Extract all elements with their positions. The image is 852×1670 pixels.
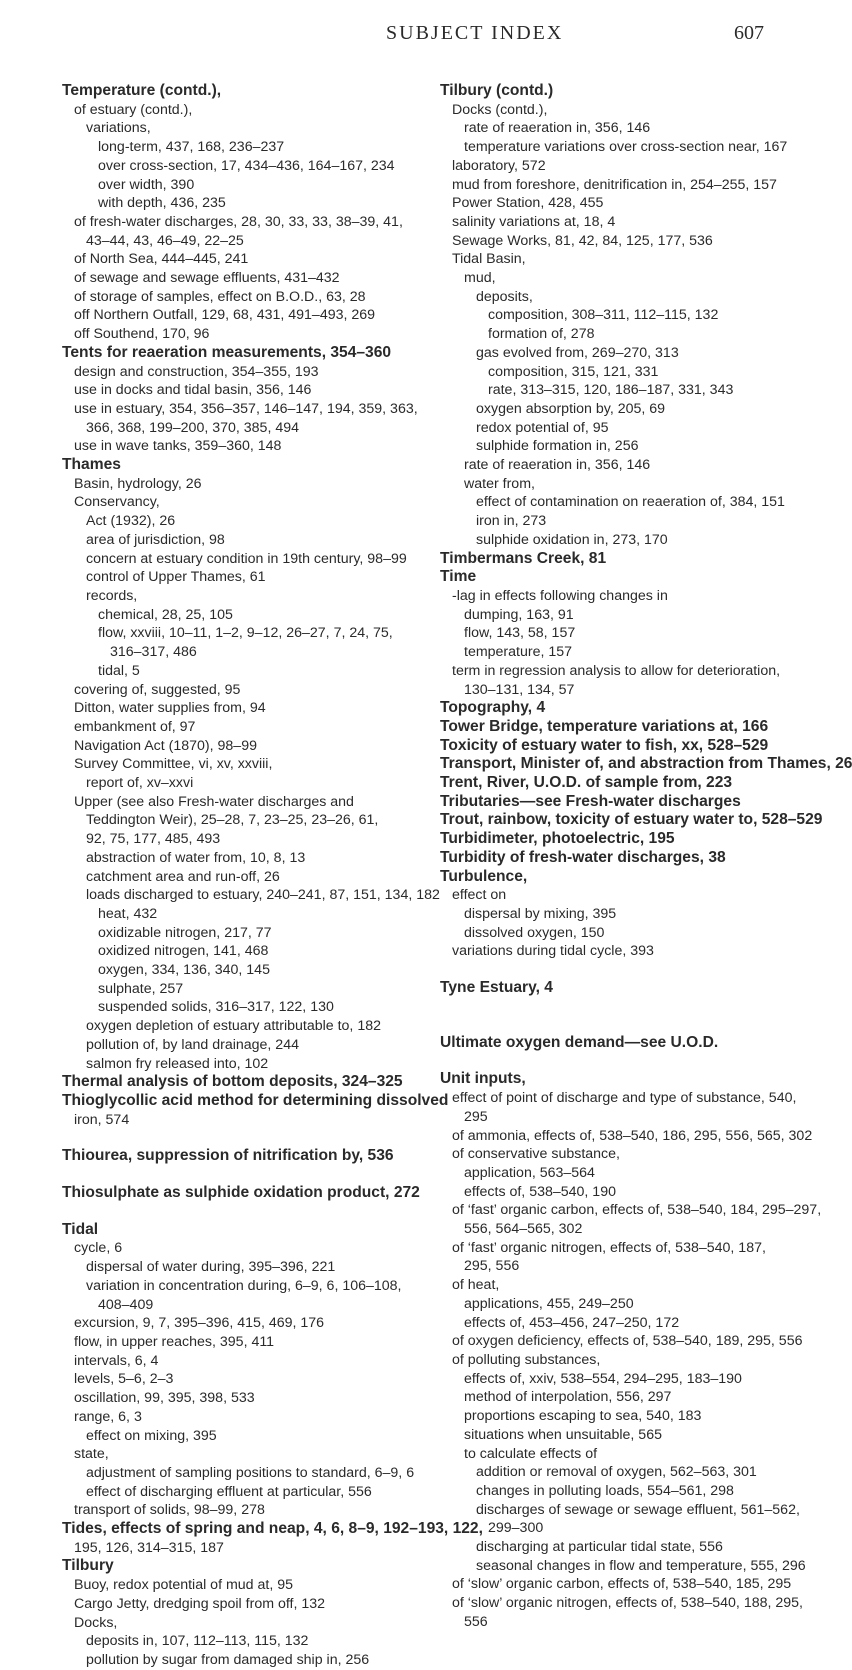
index-entry: seasonal changes in flow and temperature, 555, 296 bbox=[476, 1557, 806, 1574]
index-entry: water from, bbox=[464, 475, 535, 492]
index-entry: 130–131, 134, 57 bbox=[464, 681, 575, 698]
index-entry: 295 bbox=[464, 1108, 488, 1125]
index-entry: of oxygen deficiency, effects of, 538–540, 189, 295, 556 bbox=[452, 1333, 803, 1350]
index-entry: iron, 574 bbox=[74, 1111, 130, 1128]
index-entry: concern at estuary condition in 19th century, 98–99 bbox=[86, 550, 407, 567]
index-entry: Cargo Jetty, dredging spoil from off, 132 bbox=[74, 1595, 326, 1612]
index-entry: excursion, 9, 7, 395–396, 415, 469, 176 bbox=[74, 1315, 325, 1332]
index-entry: effect on mixing, 395 bbox=[86, 1427, 217, 1444]
index-entry: effect of contamination on reaeration of, 384, 151 bbox=[476, 494, 785, 511]
index-entry: 195, 126, 314–315, 187 bbox=[74, 1539, 224, 1556]
index-entry: design and construction, 354–355, 193 bbox=[74, 363, 319, 380]
index-heading: Turbidity of fresh-water discharges, 38 bbox=[440, 848, 726, 866]
index-entry: use in docks and tidal basin, 356, 146 bbox=[74, 382, 312, 399]
index-entry: gas evolved from, 269–270, 313 bbox=[476, 344, 679, 361]
index-entry: variations during tidal cycle, 393 bbox=[452, 943, 654, 960]
running-head-title: SUBJECT INDEX bbox=[386, 22, 564, 44]
index-entry: Tidal Basin, bbox=[452, 251, 526, 268]
index-entry: off Southend, 170, 96 bbox=[74, 326, 210, 343]
index-entry: of ‘fast’ organic nitrogen, effects of, 538–540, 187, bbox=[452, 1239, 766, 1256]
index-entry: dispersal by mixing, 395 bbox=[464, 905, 617, 922]
index-entry: dissolved oxygen, 150 bbox=[464, 924, 605, 941]
index-entry: intervals, 6, 4 bbox=[74, 1352, 159, 1369]
index-entry: oxidized nitrogen, 141, 468 bbox=[98, 943, 269, 960]
index-entry: long-term, 437, 168, 236–237 bbox=[98, 139, 285, 156]
index-entry: records, bbox=[86, 587, 138, 604]
index-entry: effect of discharging effluent at particular, 556 bbox=[86, 1483, 372, 1500]
index-entry: use in wave tanks, 359–360, 148 bbox=[74, 438, 282, 455]
index-entry: changes in polluting loads, 554–561, 298 bbox=[476, 1482, 734, 1499]
index-heading: Trout, rainbow, toxicity of estuary water to, 528–529 bbox=[440, 811, 823, 829]
index-heading: Turbulence, bbox=[440, 867, 528, 885]
index-heading: Ultimate oxygen demand—see U.O.D. bbox=[440, 1033, 719, 1051]
index-entry: of ammonia, effects of, 538–540, 186, 295, 556, 565, 302 bbox=[452, 1127, 813, 1144]
index-entry: 556, 564–565, 302 bbox=[464, 1221, 583, 1238]
index-entry: redox potential of, 95 bbox=[476, 419, 609, 436]
index-entry: discharging at particular tidal state, 556 bbox=[476, 1539, 723, 1556]
index-heading: Tides, effects of spring and neap, 4, 6, 8–9, 192–193, 122, bbox=[62, 1520, 483, 1538]
index-heading: Tidal bbox=[62, 1220, 99, 1238]
index-entry: effect of point of discharge and type of substance, 540, bbox=[452, 1090, 797, 1107]
index-entry: salinity variations at, 18, 4 bbox=[452, 213, 616, 230]
index-spacer bbox=[440, 1052, 782, 1070]
index-entry: Navigation Act (1870), 98–99 bbox=[74, 737, 257, 754]
index-entry: temperature, 157 bbox=[464, 644, 573, 661]
index-entry: Sewage Works, 81, 42, 84, 125, 177, 536 bbox=[452, 232, 713, 249]
index-heading: Thiosulphate as sulphide oxidation product, 272 bbox=[62, 1184, 420, 1202]
index-entry: rate, 313–315, 120, 186–187, 331, 343 bbox=[488, 382, 734, 399]
index-entry: cycle, 6 bbox=[74, 1240, 123, 1257]
index-entry: Act (1932), 26 bbox=[86, 513, 176, 530]
index-heading: Temperature (contd.), bbox=[62, 82, 222, 99]
index-entry: situations when unsuitable, 565 bbox=[464, 1426, 662, 1443]
index-entry: Teddington Weir), 25–28, 7, 23–25, 23–26, 61, bbox=[86, 812, 379, 829]
index-entry: 299–300 bbox=[488, 1520, 544, 1537]
index-entry: dispersal of water during, 395–396, 221 bbox=[86, 1259, 336, 1276]
index-entry: Power Station, 428, 455 bbox=[452, 195, 604, 212]
index-entry: Buoy, redox potential of mud at, 95 bbox=[74, 1577, 293, 1594]
index-entry: Ditton, water supplies from, 94 bbox=[74, 700, 266, 717]
index-entry: abstraction of water from, 10, 8, 13 bbox=[86, 849, 306, 866]
index-entry: of heat, bbox=[452, 1277, 500, 1294]
index-heading: Time bbox=[440, 568, 477, 586]
index-entry: oxidizable nitrogen, 217, 77 bbox=[98, 924, 272, 941]
index-heading: Trent, River, U.O.D. of sample from, 223 bbox=[440, 774, 733, 792]
index-entry: dumping, 163, 91 bbox=[464, 606, 574, 623]
index-entry: method of interpolation, 556, 297 bbox=[464, 1389, 672, 1406]
index-entry: Docks, bbox=[74, 1614, 118, 1631]
index-entry: 316–317, 486 bbox=[110, 644, 197, 661]
index-entry: of ‘fast’ organic carbon, effects of, 538–540, 184, 295–297, bbox=[452, 1202, 822, 1219]
index-entry: temperature variations over cross-section near, 167 bbox=[464, 139, 788, 156]
index-heading: Tyne Estuary, 4 bbox=[440, 979, 553, 997]
index-entry: of conservative substance, bbox=[452, 1146, 620, 1163]
index-entry: flow, in upper reaches, 395, 411 bbox=[74, 1334, 275, 1350]
index-columns bbox=[62, 82, 852, 1670]
index-entry: loads discharged to estuary, 240–241, 87, 151, 134, 182 bbox=[86, 887, 440, 904]
index-entry: -lag in effects following changes in bbox=[452, 587, 668, 604]
index-entry: use in estuary, 354, 356–357, 146–147, 194, 359, 363, bbox=[74, 400, 418, 417]
index-entry: Docks (contd.), bbox=[452, 101, 548, 118]
index-heading: Transport, Minister of, and abstraction from Thames, 26 bbox=[440, 755, 852, 773]
index-entry: of estuary (contd.), bbox=[74, 101, 193, 118]
index-entry: control of Upper Thames, 61 bbox=[86, 569, 266, 586]
index-entry: adjustment of sampling positions to standard, 6–9, 6 bbox=[86, 1464, 415, 1481]
index-entry: oxygen, 334, 136, 340, 145 bbox=[98, 962, 270, 979]
index-entry: 295, 556 bbox=[464, 1258, 520, 1275]
index-entry: of sewage and sewage effluents, 431–432 bbox=[74, 270, 340, 287]
index-heading: Thioglycollic acid method for determining dissolved bbox=[62, 1091, 449, 1109]
index-entry: Basin, hydrology, 26 bbox=[74, 475, 202, 492]
index-heading: Tilbury (contd.) bbox=[440, 82, 554, 99]
index-entry: Upper (see also Fresh-water discharges and bbox=[74, 793, 354, 810]
index-entry: over cross-section, 17, 434–436, 164–167, 234 bbox=[98, 157, 395, 174]
index-entry: variations, bbox=[86, 120, 151, 137]
index-entry: area of jurisdiction, 98 bbox=[86, 531, 225, 548]
index-heading: Thermal analysis of bottom deposits, 324–325 bbox=[62, 1073, 403, 1091]
index-spacer bbox=[440, 1016, 782, 1034]
index-entry: deposits in, 107, 112–113, 115, 132 bbox=[86, 1633, 309, 1650]
index-entry: applications, 455, 249–250 bbox=[464, 1295, 634, 1312]
index-entry: tidal, 5 bbox=[98, 662, 140, 679]
index-entry: 556 bbox=[464, 1613, 488, 1630]
index-entry: to calculate effects of bbox=[464, 1445, 598, 1462]
index-spacer bbox=[62, 1166, 412, 1184]
index-entry: heat, 432 bbox=[98, 905, 158, 922]
index-entry: embankment of, 97 bbox=[74, 718, 196, 735]
index-heading: Tributaries—see Fresh-water discharges bbox=[440, 792, 741, 810]
index-entry: composition, 315, 121, 331 bbox=[488, 363, 659, 380]
index-entry: off Northern Outfall, 129, 68, 431, 491–493, 269 bbox=[74, 307, 376, 324]
index-heading: Timbermans Creek, 81 bbox=[440, 549, 607, 567]
index-entry: covering of, suggested, 95 bbox=[74, 681, 241, 698]
index-entry: proportions escaping to sea, 540, 183 bbox=[464, 1408, 702, 1425]
index-entry: effect on bbox=[452, 887, 507, 904]
running-head bbox=[62, 22, 782, 82]
index-entry: term in regression analysis to allow for deterioration, bbox=[452, 662, 781, 679]
index-entry: Survey Committee, vi, xv, xxviii, bbox=[74, 756, 273, 773]
index-entry: pollution of, by land drainage, 244 bbox=[86, 1036, 299, 1053]
index-entry: Conservancy, bbox=[74, 494, 160, 511]
index-entry: rate of reaeration in, 356, 146 bbox=[464, 120, 651, 137]
index-entry: 92, 75, 177, 485, 493 bbox=[86, 831, 221, 848]
index-entry: 43–44, 43, 46–49, 22–25 bbox=[86, 232, 244, 249]
index-heading: Topography, 4 bbox=[440, 699, 546, 717]
index-entry: effects of, 453–456, 247–250, 172 bbox=[464, 1314, 680, 1331]
index-entry: chemical, 28, 25, 105 bbox=[98, 606, 233, 623]
index-entry: with depth, 436, 235 bbox=[98, 195, 226, 212]
index-spacer bbox=[62, 1203, 412, 1221]
index-entry: of fresh-water discharges, 28, 30, 33, 33, 38–39, 41, bbox=[74, 213, 403, 230]
index-entry: discharges of sewage or sewage effluent, 561–562, bbox=[476, 1501, 800, 1518]
index-entry: flow, xxviii, 10–11, 1–2, 9–12, 26–27, 7, 24, 75, bbox=[98, 625, 393, 642]
index-spacer bbox=[440, 961, 782, 979]
page-number: 607 bbox=[734, 22, 764, 44]
index-entry: mud, bbox=[464, 270, 496, 287]
index-heading: Unit inputs, bbox=[440, 1070, 526, 1088]
index-entry: application, 563–564 bbox=[464, 1164, 595, 1181]
index-entry: iron in, 273 bbox=[476, 513, 547, 530]
index-heading: Turbidimeter, photoelectric, 195 bbox=[440, 830, 675, 848]
index-entry: 366, 368, 199–200, 370, 385, 494 bbox=[86, 419, 300, 436]
index-entry: sulphate, 257 bbox=[98, 980, 184, 997]
index-entry: addition or removal of oxygen, 562–563, 301 bbox=[476, 1464, 757, 1481]
index-entry: oscillation, 99, 395, 398, 533 bbox=[74, 1390, 255, 1407]
index-entry: formation of, 278 bbox=[488, 326, 595, 343]
index-heading: Tilbury bbox=[62, 1557, 114, 1575]
index-entry: transport of solids, 98–99, 278 bbox=[74, 1502, 265, 1519]
index-entry: 408–409 bbox=[98, 1296, 154, 1313]
index-entry: sulphide formation in, 256 bbox=[476, 438, 639, 455]
index-entry: of North Sea, 444–445, 241 bbox=[74, 251, 249, 268]
index-entry: range, 6, 3 bbox=[74, 1408, 142, 1425]
index-entry: mud from foreshore, denitrification in, 254–255, 157 bbox=[452, 176, 777, 193]
index-spacer bbox=[62, 1129, 412, 1147]
index-heading: Toxicity of estuary water to fish, xx, 528–529 bbox=[440, 736, 769, 754]
index-entry: of ‘slow’ organic nitrogen, effects of, 538–540, 188, 295, bbox=[452, 1595, 803, 1612]
index-entry: report of, xv–xxvi bbox=[86, 775, 194, 792]
index-entry: laboratory, 572 bbox=[452, 157, 546, 174]
index-entry: over width, 390 bbox=[98, 176, 195, 193]
index-entry: salmon fry released into, 102 bbox=[86, 1055, 269, 1072]
index-entry: suspended solids, 316–317, 122, 130 bbox=[98, 999, 334, 1016]
index-entry: levels, 5–6, 2–3 bbox=[74, 1371, 174, 1388]
index-entry: of ‘slow’ organic carbon, effects of, 538–540, 185, 295 bbox=[452, 1576, 792, 1593]
index-entry: of storage of samples, effect on B.O.D., 63, 28 bbox=[74, 288, 366, 305]
index-entry: composition, 308–311, 112–115, 132 bbox=[488, 307, 719, 324]
index-entry: oxygen absorption by, 205, 69 bbox=[476, 400, 666, 417]
index-entry: deposits, bbox=[476, 288, 533, 305]
index-entry: variation in concentration during, 6–9, 6, 106–108, bbox=[86, 1277, 402, 1294]
index-entry: state, bbox=[74, 1446, 109, 1463]
right-column bbox=[440, 82, 852, 1670]
index-entry: pollution by sugar from damaged ship in, 256 bbox=[86, 1651, 370, 1668]
index-heading: Tower Bridge, temperature variations at, 166 bbox=[440, 717, 769, 735]
index-entry: of polluting substances, bbox=[452, 1352, 601, 1368]
index-entry: effects of, xxiv, 538–554, 294–295, 183–190 bbox=[464, 1370, 742, 1387]
index-heading: Tents for reaeration measurements, 354–360 bbox=[62, 343, 392, 361]
index-entry: rate of reaeration in, 356, 146 bbox=[464, 457, 651, 474]
index-heading: Thiourea, suppression of nitrification by, 536 bbox=[62, 1147, 394, 1165]
index-entry: oxygen depletion of estuary attributable to, 182 bbox=[86, 1018, 381, 1035]
index-entry: flow, 143, 58, 157 bbox=[464, 625, 576, 642]
index-entry: sulphide oxidation in, 273, 170 bbox=[476, 531, 668, 548]
index-entry: catchment area and run-off, 26 bbox=[86, 868, 280, 885]
index-heading: Thames bbox=[62, 456, 121, 474]
index-entry: effects of, 538–540, 190 bbox=[464, 1183, 616, 1200]
index-spacer bbox=[440, 998, 782, 1016]
